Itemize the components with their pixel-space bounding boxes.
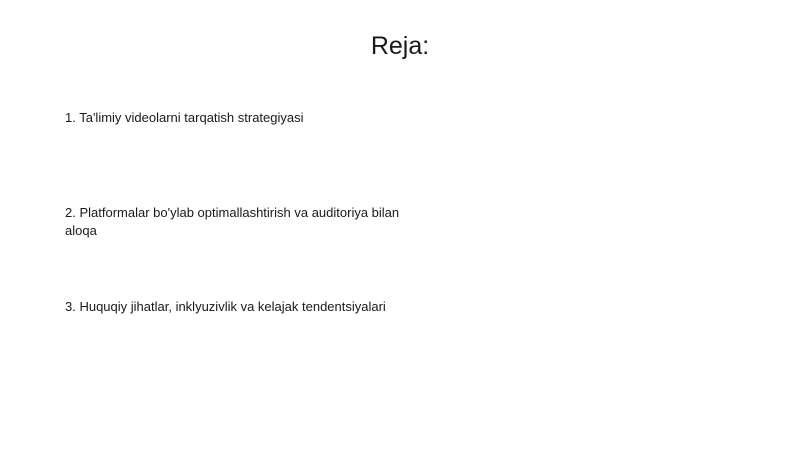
agenda-item-3: 3. Huquqiy jihatlar, inklyuzivlik va kelajak tendentsiyalari bbox=[65, 299, 386, 314]
agenda-item-2: 2. Platformalar bo'ylab optimallashtirish va auditoriya bilan aloqa bbox=[65, 205, 400, 238]
slide-title: Reja: bbox=[370, 32, 430, 60]
agenda-item-1: 1. Ta'limiy videolarni tarqatish strategiyasi bbox=[65, 110, 304, 125]
